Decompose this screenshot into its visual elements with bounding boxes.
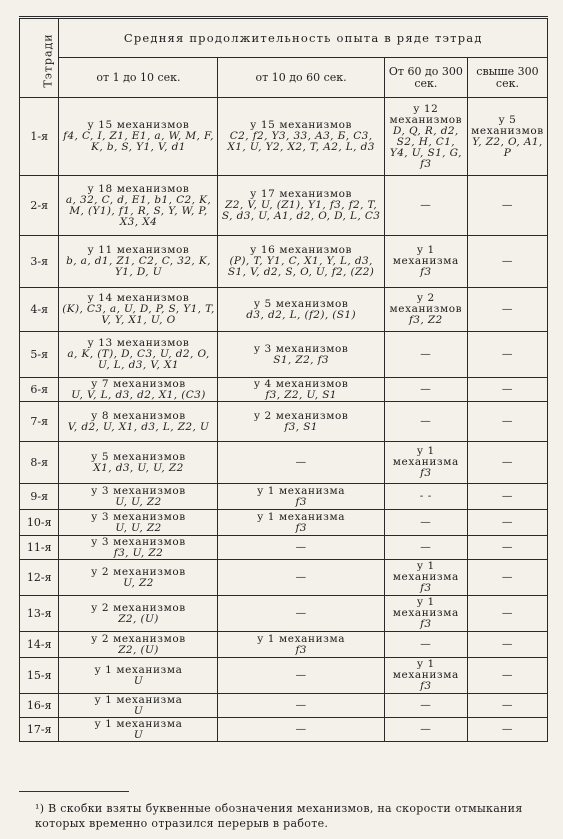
table-cell <box>218 288 384 332</box>
cell-mechanisms-list: U, Z2 <box>123 576 154 589</box>
cell-count-text: — <box>501 348 513 360</box>
cell-count-text: — <box>501 723 513 735</box>
cell-count-text: — <box>295 723 307 735</box>
table-cell <box>467 442 547 484</box>
cell-count-text: у 15 механизмов <box>87 119 190 131</box>
cell-mechanisms-list: V, d2, U, X1, d3, L, Z2, U <box>67 420 210 433</box>
table-cell <box>384 98 467 176</box>
table-cell <box>218 378 384 402</box>
table-cell <box>59 560 218 596</box>
cell-mechanisms-list: f3 <box>420 680 432 692</box>
cell-count-text: у 1 механизма <box>94 693 183 706</box>
cell-count-text: у 11 механизмов <box>87 244 190 256</box>
table-cell <box>59 402 218 442</box>
table-cell <box>59 288 218 332</box>
cell-count-text: у 5 механизмов <box>253 297 349 310</box>
cell-count-text: — <box>420 383 432 395</box>
cell-count-text: — <box>295 699 307 711</box>
table-cell <box>467 694 547 718</box>
cell-mechanisms-list: Z2, (U) <box>118 643 159 656</box>
cell-mechanisms-list: d3, d2, L, (f2), (S1) <box>246 308 356 321</box>
table-cell <box>384 484 467 510</box>
table-cell <box>59 596 218 632</box>
table-row <box>20 378 548 402</box>
table-cell <box>218 176 384 236</box>
cell-count-text: — <box>420 415 432 427</box>
row-label: 9-я <box>20 484 59 510</box>
cell-count-text: у 2 механизмов <box>91 565 186 578</box>
table-cell <box>384 442 467 484</box>
cell-mechanisms-list: f3 <box>295 521 307 534</box>
cell-count-text: — <box>295 541 307 553</box>
table-cell <box>384 658 467 694</box>
cell-count-text: — <box>420 348 432 360</box>
cell-count-text: — <box>420 699 432 711</box>
table-cell <box>384 596 467 632</box>
table-cell <box>218 658 384 694</box>
cell-count-text: у 16 механизмов <box>250 244 353 256</box>
cell-mechanisms-list: f3 <box>295 643 307 656</box>
cell-count-text: у 15 механизмов <box>250 119 353 131</box>
table-cell <box>384 176 467 236</box>
cell-mechanisms-list: f3, Z2 <box>409 314 443 326</box>
table-row <box>20 288 548 332</box>
table-cell <box>218 332 384 378</box>
cell-count-text: у 4 механизмов <box>253 377 349 390</box>
cell-count-text: у 1 механизма <box>94 717 183 730</box>
cell-count-text: у 1 механизма <box>392 658 459 681</box>
cell-count-text: у 12 механизмов <box>389 102 463 126</box>
table-cell <box>218 560 384 596</box>
cell-count-text: — <box>501 571 513 583</box>
table-row <box>20 484 548 510</box>
table-cell <box>467 98 547 176</box>
cell-count-text: у 3 механизмов <box>91 510 186 523</box>
table-row <box>20 176 548 236</box>
row-label: 16-я <box>20 694 59 718</box>
row-label: 4-я <box>20 288 59 332</box>
table-row <box>20 596 548 632</box>
table-row <box>20 694 548 718</box>
cell-count-text: — <box>420 516 432 528</box>
cell-count-text: — <box>501 516 513 528</box>
cell-count-text: — <box>420 199 432 211</box>
table-cell <box>59 484 218 510</box>
cell-count-text: у 8 механизмов <box>91 409 186 422</box>
row-label: 11-я <box>20 536 59 560</box>
table-row <box>20 536 548 560</box>
table-cell <box>218 442 384 484</box>
table-cell <box>218 510 384 536</box>
cell-count-text: у 2 механизмов <box>91 601 186 614</box>
table-row <box>20 718 548 742</box>
corner-label: Тэтради <box>41 32 55 88</box>
col-header-over-300: свыше 300 сек. <box>467 58 547 98</box>
table-cell <box>467 402 547 442</box>
table-cell <box>384 536 467 560</box>
table-cell <box>59 632 218 658</box>
table-cell <box>218 632 384 658</box>
cell-mechanisms-list: a, K, (T), D, C3, U, d2, O, U, L, d3, V, X1 <box>67 348 210 371</box>
cell-count-text: — <box>501 638 513 650</box>
table-cell <box>467 176 547 236</box>
cell-count-text: — <box>501 490 513 502</box>
table-cell <box>467 632 547 658</box>
cell-count-text: — <box>295 607 307 619</box>
table-cell <box>59 536 218 560</box>
table-cell <box>218 718 384 742</box>
table-row <box>20 442 548 484</box>
cell-count-text: у 7 механизмов <box>91 377 186 390</box>
table-cell <box>467 560 547 596</box>
row-label: 2-я <box>20 176 59 236</box>
table-cell <box>467 332 547 378</box>
table-cell <box>467 288 547 332</box>
cell-count-text: у 1 механизма <box>257 632 346 645</box>
table-cell <box>218 98 384 176</box>
mechanisms-table <box>19 16 548 742</box>
cell-mechanisms-list: S1, Z2, f3 <box>273 353 330 366</box>
cell-count-text: у 1 механизма <box>257 484 346 497</box>
group-header: Средняя продолжительность опыта в ряде тэтрад <box>59 18 548 58</box>
row-label: 6-я <box>20 378 59 402</box>
table-cell <box>384 236 467 288</box>
cell-mechanisms-list: U <box>133 674 144 687</box>
cell-mechanisms-list: f3, S1 <box>284 420 318 433</box>
cell-count-text: — <box>501 699 513 711</box>
cell-count-text: у 2 механизмов <box>91 632 186 645</box>
table-cell <box>384 718 467 742</box>
table-cell <box>384 378 467 402</box>
cell-count-text: — <box>420 541 432 553</box>
table-row <box>20 402 548 442</box>
cell-count-text: у 3 механизмов <box>91 484 186 497</box>
table-cell <box>467 378 547 402</box>
table-cell <box>59 442 218 484</box>
row-label: 17-я <box>20 718 59 742</box>
table-cell <box>218 694 384 718</box>
table-cell <box>384 332 467 378</box>
table-cell <box>59 694 218 718</box>
col-header-1-10: от 1 до 10 сек. <box>59 58 218 98</box>
table-cell <box>467 718 547 742</box>
cell-count-text: у 3 механизмов <box>91 535 186 548</box>
cell-count-text: у 1 механизма <box>392 244 459 267</box>
table-cell <box>59 658 218 694</box>
table-cell <box>218 596 384 632</box>
cell-mechanisms-list: f3, U, Z2 <box>113 546 164 559</box>
row-label: 10-я <box>20 510 59 536</box>
cell-count-text: — <box>501 541 513 553</box>
table-row <box>20 658 548 694</box>
row-label: 15-я <box>20 658 59 694</box>
table-cell <box>384 694 467 718</box>
cell-mechanisms-list: X1, d3, U, U, Z2 <box>93 461 184 474</box>
cell-mechanisms-list: b, a, d1, Z1, C2, C, 32, K, Y1, D, U <box>66 255 211 278</box>
row-label: 13-я <box>20 596 59 632</box>
cell-mechanisms-list: (K), C3, a, U, D, P, S, Y1, T, V, Y, X1, U, O <box>62 303 215 326</box>
table-cell <box>218 402 384 442</box>
table-cell <box>384 560 467 596</box>
cell-count-text: у 1 механизма <box>94 663 183 676</box>
cell-count-text: у 1 механизма <box>392 596 459 619</box>
table-cell <box>384 510 467 536</box>
cell-mechanisms-list: f3, Z2, U, S1 <box>265 388 337 401</box>
cell-count-text: у 14 механизмов <box>87 292 190 304</box>
cell-mechanisms-list: Y, Z2, O, A1, P <box>472 135 543 159</box>
cell-mechanisms-list: f4, C, I, Z1, E1, a, W, M, F, K, b, S, Y1, V, d1 <box>63 130 214 153</box>
cell-count-text: — <box>501 303 513 315</box>
table-cell <box>467 658 547 694</box>
col-header-10-60: от 10 до 60 сек. <box>218 58 384 98</box>
cell-mechanisms-list: f3 <box>420 582 432 594</box>
cell-count-text: — <box>501 415 513 427</box>
table-row <box>20 632 548 658</box>
table-cell <box>59 176 218 236</box>
table-cell <box>218 484 384 510</box>
corner-header <box>20 18 59 98</box>
table-row <box>20 98 548 176</box>
cell-mechanisms-list: f3 <box>420 467 432 479</box>
table-cell <box>59 378 218 402</box>
cell-count-text: у 5 механизмов <box>471 113 544 137</box>
table-body <box>20 98 548 742</box>
cell-count-text: — <box>420 723 432 735</box>
cell-mechanisms-list: U, U, Z2 <box>115 521 162 534</box>
cell-count-text: у 18 механизмов <box>87 182 190 195</box>
row-label: 1-я <box>20 98 59 176</box>
row-label: 3-я <box>20 236 59 288</box>
table-cell <box>384 402 467 442</box>
cell-count-text: — <box>501 383 513 395</box>
cell-mechanisms-list: Z2, V, U, (Z1), Y1, f3, f2, T, S, d3, U, A1, d2, O, D, L, C3 <box>221 199 381 222</box>
cell-count-text: у 3 механизмов <box>253 342 349 355</box>
table-row <box>20 510 548 536</box>
cell-mechanisms-list: f3 <box>420 266 432 278</box>
cell-count-text: у 1 механизма <box>392 560 459 583</box>
cell-count-text: у 17 механизмов <box>250 188 353 200</box>
row-label: 14-я <box>20 632 59 658</box>
cell-mechanisms-list: f3 <box>295 495 307 508</box>
row-label: 5-я <box>20 332 59 378</box>
table-cell <box>467 484 547 510</box>
cell-count-text: у 5 механизмов <box>91 450 186 463</box>
cell-count-text: — <box>501 199 513 211</box>
table-cell <box>467 596 547 632</box>
cell-mechanisms-list: D, Q, R, d2, S2, H, C1, Y4, U, S1, G, f3 <box>389 124 462 170</box>
table-cell <box>384 632 467 658</box>
table-cell <box>59 718 218 742</box>
cell-count-text: — <box>501 669 513 681</box>
footnote: ¹) В скобки взяты буквенные обозначения механизмов, на скорости отмыкания которых временно отразился перерыв в работе. <box>35 802 523 830</box>
table-cell <box>59 98 218 176</box>
cell-mechanisms-list: Z2, (U) <box>118 612 159 625</box>
col-header-60-300: От 60 до 300 сек. <box>384 58 467 98</box>
cell-count-text: — <box>501 607 513 619</box>
table-cell <box>384 288 467 332</box>
cell-count-text: у 2 механизмов <box>389 292 463 315</box>
cell-mechanisms-list: U <box>133 704 144 717</box>
table-cell <box>467 536 547 560</box>
cell-count-text: — <box>501 456 513 468</box>
table-row <box>20 236 548 288</box>
cell-count-text: у 1 механизма <box>257 510 346 523</box>
cell-mechanisms-list: U, V, L, d3, d2, X1, (C3) <box>71 388 206 401</box>
footnote-rule <box>19 791 129 792</box>
cell-count-text: — <box>420 638 432 650</box>
cell-mechanisms-list: (P), T, Y1, C, X1, Y, L, d3, S1, V, d2, S, O, U, f2, (Z2) <box>227 255 375 278</box>
table-cell <box>218 236 384 288</box>
cell-mechanisms-list: a, 32, C, d, E1, b1, C2, K, M, (Y1), f1, R, S, Y, W, P, X3, X4 <box>65 193 212 228</box>
cell-count-text: у 1 механизма <box>392 445 459 468</box>
cell-count-text: — <box>501 255 513 267</box>
table-cell <box>59 332 218 378</box>
cell-count-text: у 2 механизмов <box>253 409 349 422</box>
table-cell <box>467 510 547 536</box>
row-label: 12-я <box>20 560 59 596</box>
row-label: 8-я <box>20 442 59 484</box>
cell-count-text: - - <box>419 490 432 502</box>
cell-mechanisms-list: C2, f2, Y3, 33, A3, Б, C3, X1, U, Y2, X2, T, A2, L, d3 <box>227 130 375 153</box>
cell-mechanisms-list: U, U, Z2 <box>115 495 162 508</box>
table-cell <box>467 236 547 288</box>
table-cell <box>59 510 218 536</box>
table-row <box>20 560 548 596</box>
row-label: 7-я <box>20 402 59 442</box>
cell-count-text: — <box>295 456 307 468</box>
cell-count-text: — <box>295 669 307 681</box>
table-cell <box>59 236 218 288</box>
cell-count-text: у 13 механизмов <box>87 337 190 349</box>
cell-mechanisms-list: U <box>133 728 144 741</box>
cell-count-text: — <box>295 571 307 583</box>
table-row <box>20 332 548 378</box>
table-cell <box>218 536 384 560</box>
cell-mechanisms-list: f3 <box>420 618 432 630</box>
